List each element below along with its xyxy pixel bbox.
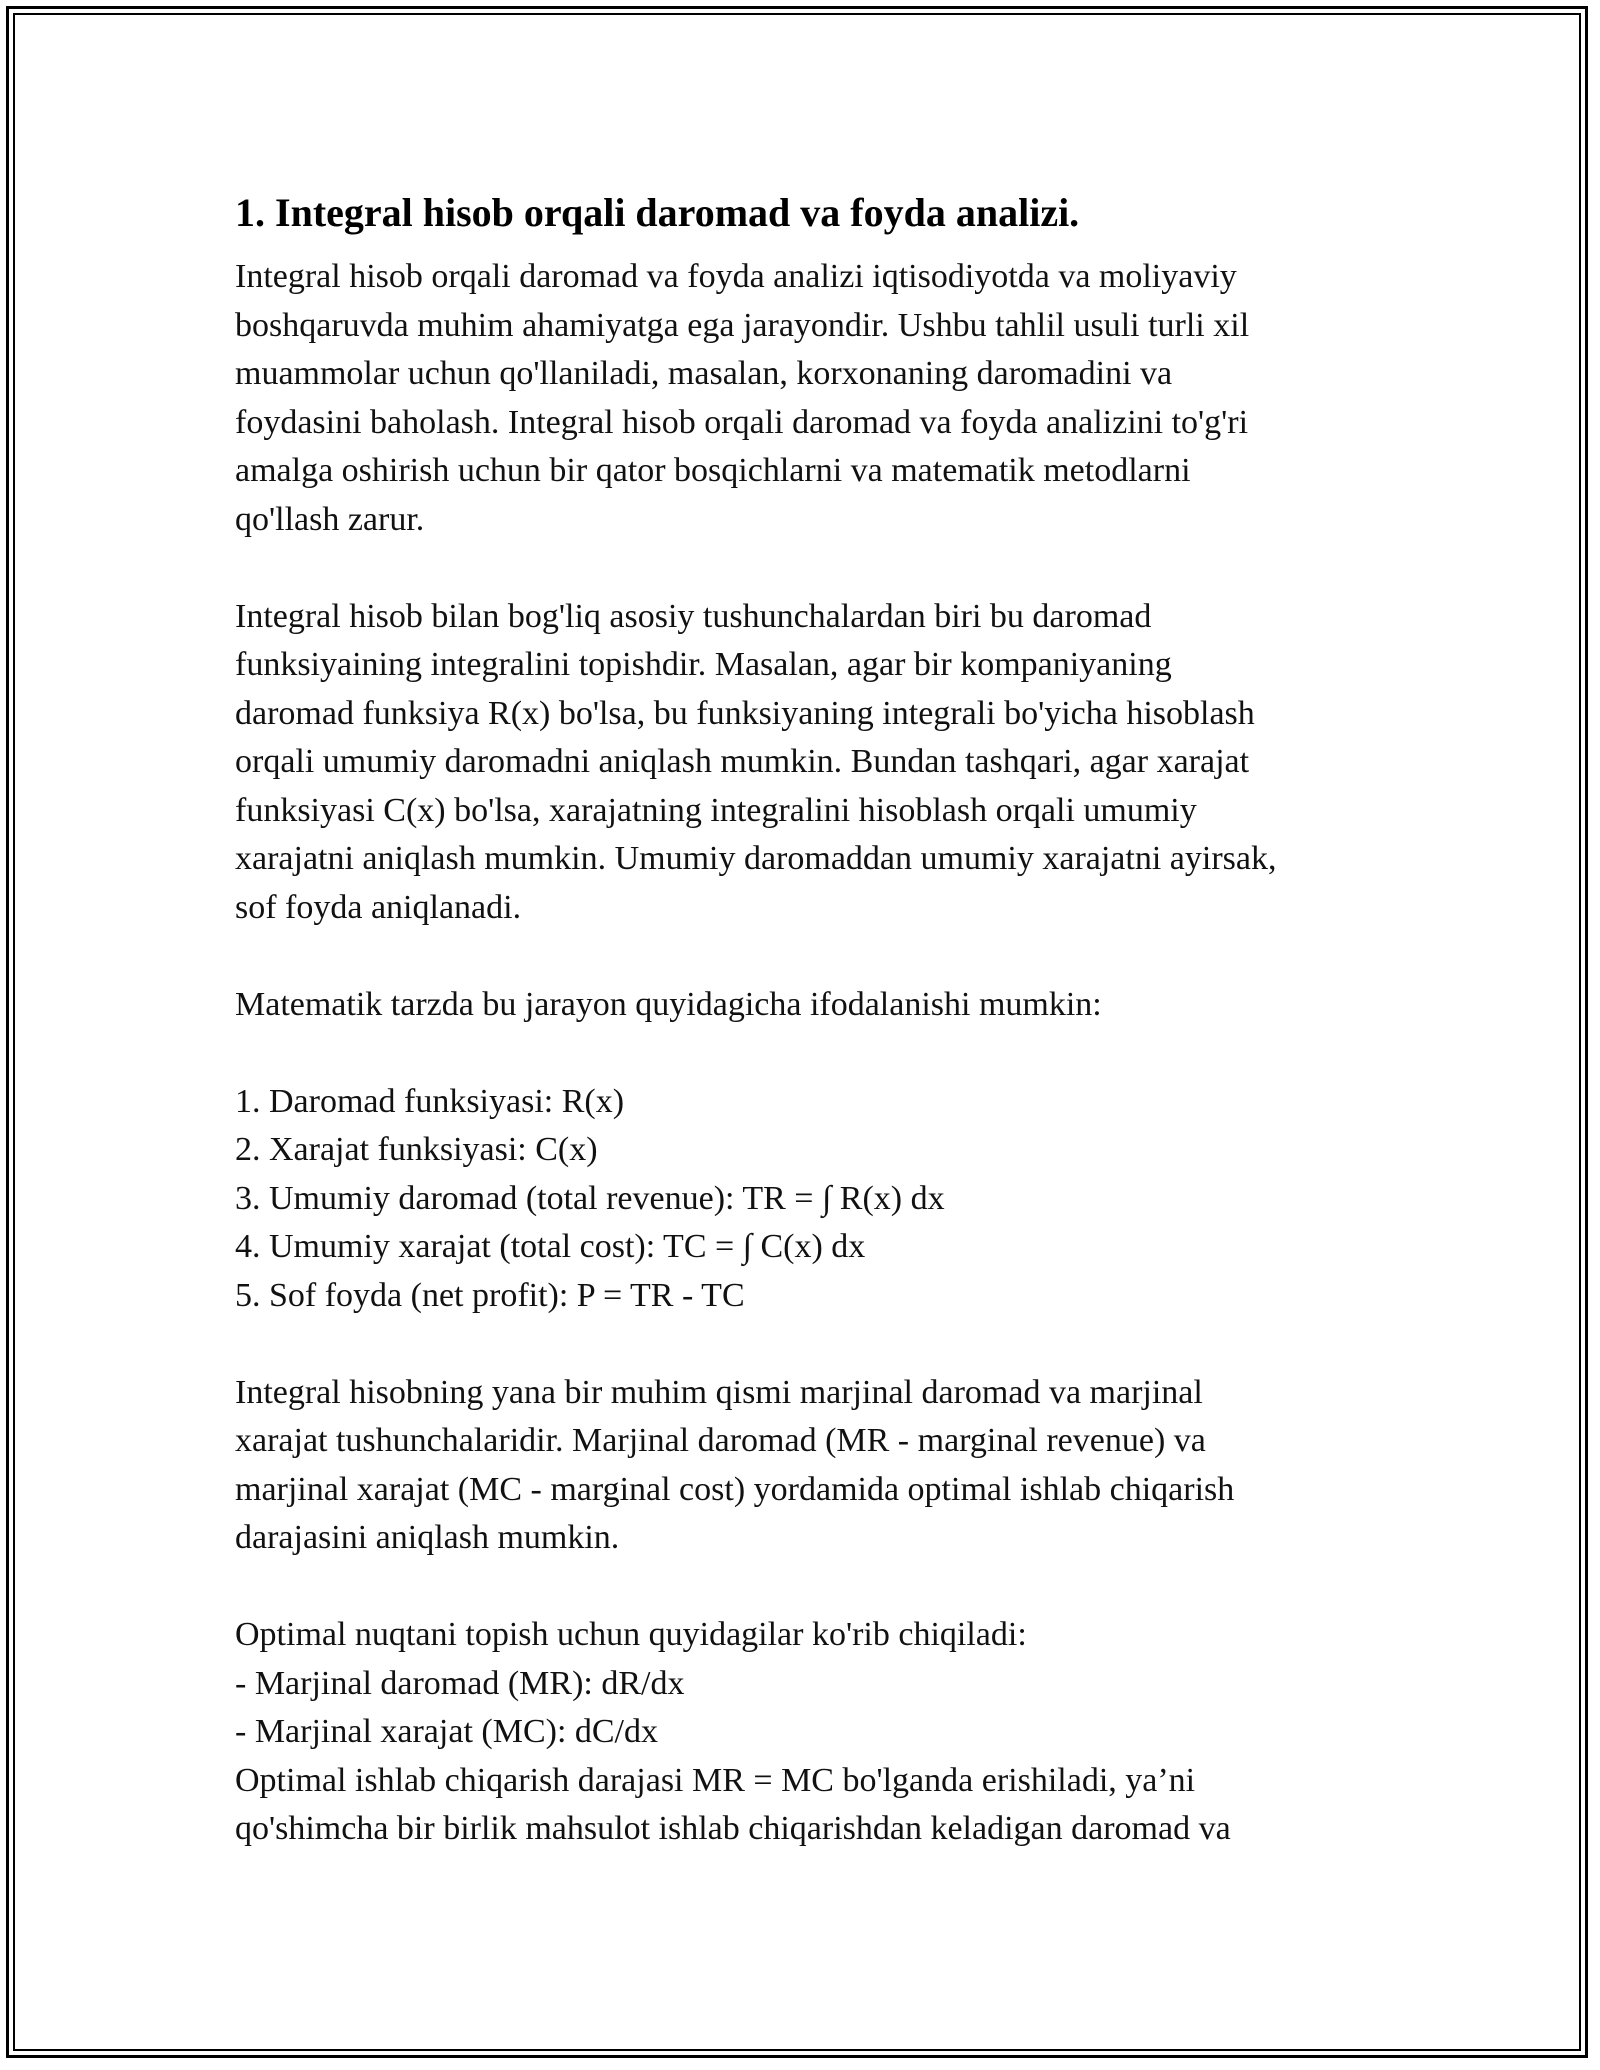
text-line: funksiyasi C(x) bo'lsa, xarajatning integralini hisoblash orqali umumiy — [235, 791, 1197, 829]
paragraph-math-intro: Matematik tarzda bu jarayon quyidagicha ifodalanishi mumkin: — [235, 985, 1102, 1023]
text-line: Integral hisobning yana bir muhim qismi marjinal daromad va marjinal — [235, 1373, 1203, 1411]
text-line: funksiyaining integralini topishdir. Masalan, agar bir kompaniyaning — [235, 646, 1172, 683]
paragraph-gap — [235, 544, 1385, 593]
text-line: Optimal ishlab chiqarish darajasi MR = MC bo'lganda erishiladi, ya’ni — [235, 1761, 1196, 1799]
section-heading: 1. Integral hisob orqali daromad va foyda analizi. — [235, 190, 1080, 235]
text-line: foydasini baholash. Integral hisob orqali daromad va foyda analizini to'g'ri — [235, 403, 1249, 441]
text-line: qo'llash zarur. — [235, 500, 425, 538]
text-line: xarajatni aniqlash mumkin. Umumiy daromaddan umumiy xarajatni ayirsak, — [235, 840, 1277, 877]
text-line: darajasini aniqlash mumkin. — [235, 1519, 620, 1556]
text-line: Optimal nuqtani topish uchun quyidagilar ko'rib chiqiladi: — [235, 1616, 1027, 1653]
paragraph-intro — [235, 253, 1385, 544]
text-line: Integral hisob bilan bog'liq asosiy tushunchalardan biri bu daromad — [235, 597, 1152, 635]
formula-item: 2. Xarajat funksiyasi: C(x) — [235, 1131, 598, 1168]
text-line: marjinal xarajat (MC - marginal cost) yordamida optimal ishlab chiqarish — [235, 1470, 1235, 1508]
formula-item: 4. Umumiy xarajat (total cost): TC = ∫ C(x) dx — [235, 1228, 866, 1265]
text-line: daromad funksiya R(x) bo'lsa, bu funksiyaning integrali bo'yicha hisoblash — [235, 694, 1255, 732]
text-line: - Marjinal xarajat (MC): dC/dx — [235, 1713, 659, 1750]
paragraph-gap — [235, 932, 1385, 981]
text-line: sof foyda aniqlanadi. — [235, 888, 522, 926]
text-line: - Marjinal daromad (MR): dR/dx — [235, 1664, 685, 1702]
paragraph-marginal — [235, 1369, 1385, 1563]
text-line: qo'shimcha bir birlik mahsulot ishlab chiqarishdan keladigan daromad va — [235, 1810, 1231, 1847]
formula-item: 1. Daromad funksiyasi: R(x) — [235, 1082, 625, 1120]
document-body — [235, 185, 1385, 1854]
paragraph-gap — [235, 1029, 1385, 1078]
formula-list — [235, 1078, 1385, 1321]
paragraph-optimal — [235, 1611, 1385, 1854]
formula-item: 5. Sof foyda (net profit): P = TR - TC — [235, 1276, 745, 1314]
text-line: muammolar uchun qo'llaniladi, masalan, korxonaning daromadini va — [235, 355, 1173, 392]
text-line: Integral hisob orqali daromad va foyda analizi iqtisodiyotda va moliyaviy — [235, 258, 1237, 295]
paragraph-integral-concepts — [235, 593, 1385, 933]
text-line: orqali umumiy daromadni aniqlash mumkin. Bundan tashqari, agar xarajat — [235, 743, 1250, 780]
text-line: boshqaruvda muhim ahamiyatga ega jarayondir. Ushbu tahlil usuli turli xil — [235, 306, 1250, 344]
text-line: xarajat tushunchalaridir. Marjinal daromad (MR - marginal revenue) va — [235, 1422, 1206, 1459]
paragraph-gap — [235, 1320, 1385, 1369]
paragraph-gap — [235, 1563, 1385, 1612]
text-line: amalga oshirish uchun bir qator bosqichlarni va matematik metodlarni — [235, 452, 1191, 489]
formula-item: 3. Umumiy daromad (total revenue): TR = ∫ R(x) dx — [235, 1179, 945, 1217]
